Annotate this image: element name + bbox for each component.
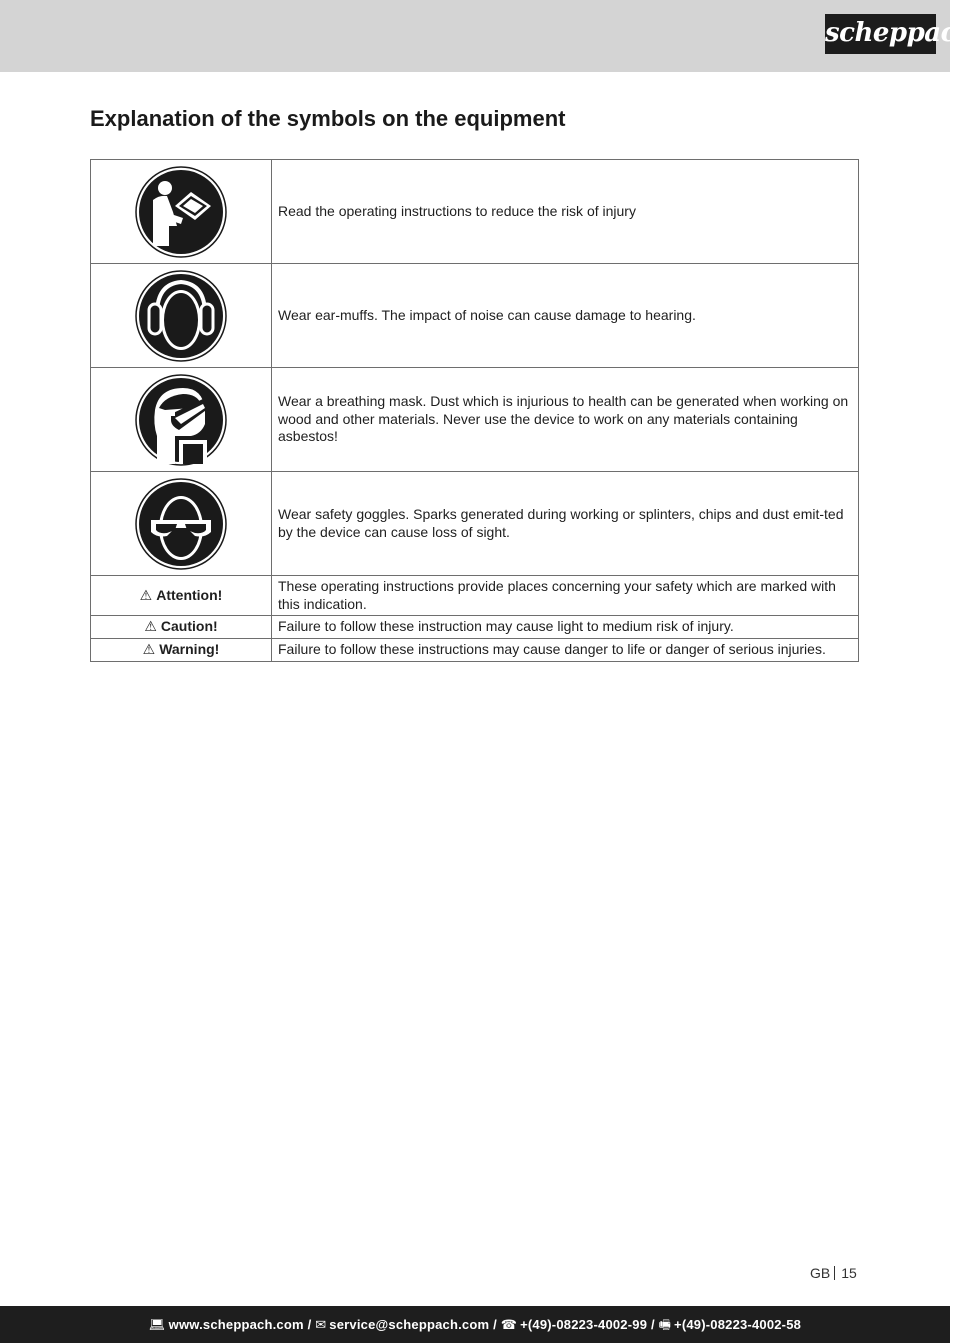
footer-bar xyxy=(0,1306,950,1343)
warning-triangle-icon: ⚠ xyxy=(139,586,153,603)
header-band xyxy=(0,0,974,72)
symbol-description: Wear safety goggles. Sparks generated during working or splinters, chips and dust emit-ted by the device can cause loss of sight. xyxy=(272,472,859,576)
symbol-description: Wear ear-muffs. The impact of noise can cause damage to hearing. xyxy=(272,264,859,368)
notice-row-warning xyxy=(91,639,859,662)
symbol-description: Read the operating instructions to reduce the risk of injury xyxy=(272,160,859,264)
notice-row-attention xyxy=(91,576,859,616)
notice-label-cell xyxy=(91,576,272,616)
symbol-row-ear-muffs xyxy=(91,264,859,368)
brand-logo: scheppach xyxy=(825,14,936,54)
footer-website[interactable]: www.scheppach.com xyxy=(168,1317,304,1332)
page-number-value: 15 xyxy=(841,1265,857,1281)
notice-row-caution xyxy=(91,616,859,639)
notice-label-cell xyxy=(91,616,272,639)
symbol-cell xyxy=(91,368,272,472)
page-number xyxy=(810,1265,857,1281)
footer-email[interactable]: service@scheppach.com xyxy=(329,1317,490,1332)
warning-triangle-icon: ⚠ xyxy=(142,641,156,658)
notice-description: Failure to follow these instructions may cause danger to life or danger of serious injuries. xyxy=(272,639,859,662)
notice-label-cell xyxy=(91,639,272,662)
notice-description: These operating instructions provide places concerning your safety which are marked with this indication. xyxy=(272,576,859,616)
footer-fax: +(49)-08223-4002-58 xyxy=(674,1317,802,1332)
read-manual-icon xyxy=(135,166,227,258)
symbols-table xyxy=(90,159,859,662)
footer-separator: / xyxy=(650,1317,659,1332)
symbol-cell xyxy=(91,472,272,576)
page-language: GB xyxy=(810,1265,831,1281)
symbol-row-safety-goggles xyxy=(91,472,859,576)
fax-icon: 🖷︎ xyxy=(658,1317,672,1332)
footer-contact-line xyxy=(0,1316,950,1338)
symbol-description: Wear a breathing mask. Dust which is injurious to health can be generated when working on wood and other materials. Never use the device to work on any materials containing asbestos! xyxy=(272,368,859,472)
safety-goggles-icon xyxy=(135,478,227,570)
notice-label: Warning! xyxy=(159,641,220,658)
ear-muffs-icon xyxy=(135,270,227,362)
symbol-cell xyxy=(91,160,272,264)
footer-phone: +(49)-08223-4002-99 xyxy=(520,1317,648,1332)
page-number-separator xyxy=(834,1266,835,1280)
notice-label: Caution! xyxy=(160,618,218,635)
computer-icon: 💻︎ xyxy=(148,1317,166,1332)
symbol-cell xyxy=(91,264,272,368)
notice-label: Attention! xyxy=(156,586,223,603)
breathing-mask-icon xyxy=(135,374,227,466)
footer-separator: / xyxy=(307,1317,316,1332)
footer-separator: / xyxy=(493,1317,501,1332)
symbol-row-read-manual xyxy=(91,160,859,264)
warning-triangle-icon: ⚠ xyxy=(144,618,157,635)
symbol-row-breathing-mask xyxy=(91,368,859,472)
page-title: Explanation of the symbols on the equipment xyxy=(90,106,566,131)
email-icon: ✉ xyxy=(315,1317,327,1332)
phone-icon: ☎ xyxy=(500,1317,518,1332)
notice-description: Failure to follow these instruction may cause light to medium risk of injury. xyxy=(272,616,859,639)
